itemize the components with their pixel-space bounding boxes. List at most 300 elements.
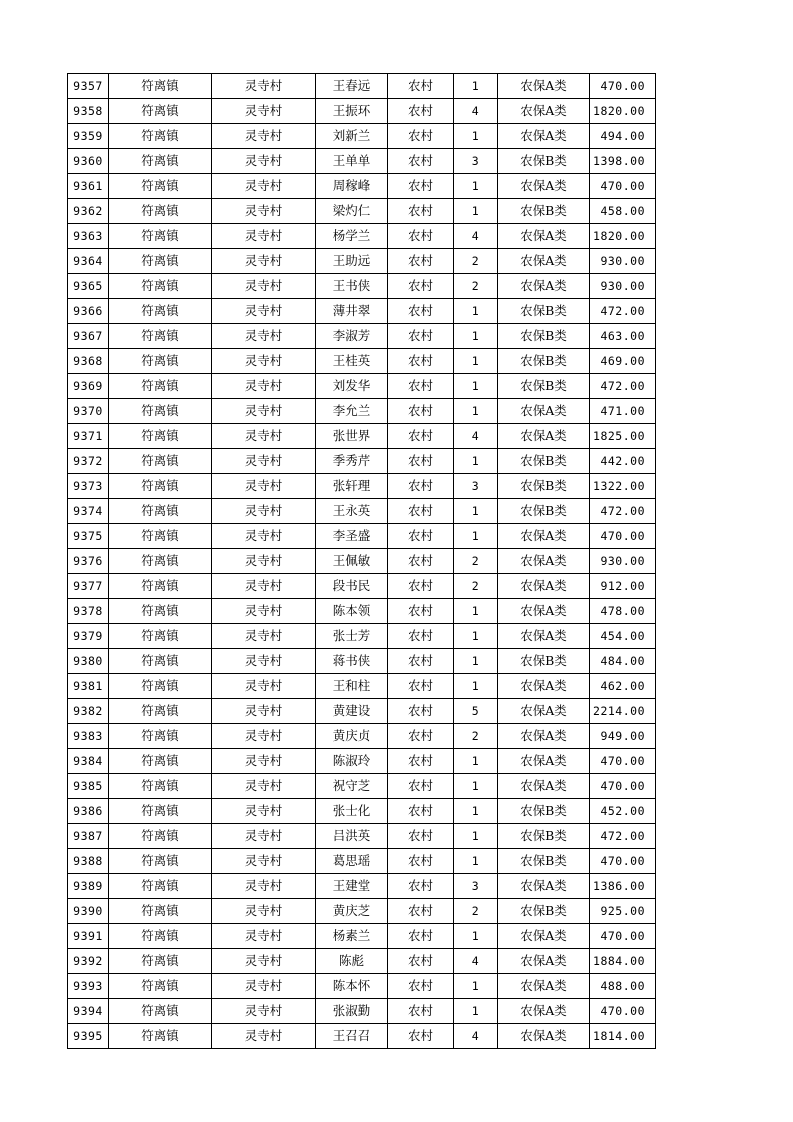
category-cell: 农保B类 bbox=[498, 824, 590, 849]
member-count-cell: 2 bbox=[454, 249, 498, 274]
name-cell: 李允兰 bbox=[316, 399, 388, 424]
town-cell: 符离镇 bbox=[109, 224, 212, 249]
household-type-cell: 农村 bbox=[388, 899, 454, 924]
table-row bbox=[68, 99, 656, 124]
category-cell: 农保B类 bbox=[498, 374, 590, 399]
table-row bbox=[68, 1024, 656, 1049]
village-cell: 灵寺村 bbox=[212, 774, 316, 799]
town-cell: 符离镇 bbox=[109, 624, 212, 649]
amount-cell: 470.00 bbox=[590, 174, 656, 199]
table-row bbox=[68, 674, 656, 699]
town-cell: 符离镇 bbox=[109, 1024, 212, 1049]
name-cell: 张轩理 bbox=[316, 474, 388, 499]
town-cell: 符离镇 bbox=[109, 274, 212, 299]
table-row bbox=[68, 424, 656, 449]
household-type-cell: 农村 bbox=[388, 599, 454, 624]
category-cell: 农保B类 bbox=[498, 849, 590, 874]
member-count-cell: 1 bbox=[454, 599, 498, 624]
village-cell: 灵寺村 bbox=[212, 549, 316, 574]
serial-number-cell: 9371 bbox=[68, 424, 109, 449]
town-cell: 符离镇 bbox=[109, 549, 212, 574]
serial-number-cell: 9363 bbox=[68, 224, 109, 249]
village-cell: 灵寺村 bbox=[212, 124, 316, 149]
amount-cell: 484.00 bbox=[590, 649, 656, 674]
village-cell: 灵寺村 bbox=[212, 899, 316, 924]
serial-number-cell: 9366 bbox=[68, 299, 109, 324]
table-row bbox=[68, 924, 656, 949]
member-count-cell: 1 bbox=[454, 924, 498, 949]
town-cell: 符离镇 bbox=[109, 199, 212, 224]
name-cell: 陈本领 bbox=[316, 599, 388, 624]
member-count-cell: 1 bbox=[454, 849, 498, 874]
town-cell: 符离镇 bbox=[109, 399, 212, 424]
serial-number-cell: 9376 bbox=[68, 549, 109, 574]
village-cell: 灵寺村 bbox=[212, 349, 316, 374]
amount-cell: 442.00 bbox=[590, 449, 656, 474]
town-cell: 符离镇 bbox=[109, 299, 212, 324]
name-cell: 周稼峰 bbox=[316, 174, 388, 199]
table-row bbox=[68, 374, 656, 399]
category-cell: 农保A类 bbox=[498, 699, 590, 724]
amount-cell: 470.00 bbox=[590, 849, 656, 874]
serial-number-cell: 9385 bbox=[68, 774, 109, 799]
amount-cell: 471.00 bbox=[590, 399, 656, 424]
amount-cell: 463.00 bbox=[590, 324, 656, 349]
amount-cell: 488.00 bbox=[590, 974, 656, 999]
name-cell: 蒋书侠 bbox=[316, 649, 388, 674]
member-count-cell: 3 bbox=[454, 474, 498, 499]
member-count-cell: 1 bbox=[454, 999, 498, 1024]
serial-number-cell: 9372 bbox=[68, 449, 109, 474]
village-cell: 灵寺村 bbox=[212, 649, 316, 674]
table-row bbox=[68, 624, 656, 649]
serial-number-cell: 9392 bbox=[68, 949, 109, 974]
table-row bbox=[68, 349, 656, 374]
table-row bbox=[68, 249, 656, 274]
member-count-cell: 2 bbox=[454, 724, 498, 749]
village-cell: 灵寺村 bbox=[212, 299, 316, 324]
member-count-cell: 2 bbox=[454, 574, 498, 599]
amount-cell: 1820.00 bbox=[590, 99, 656, 124]
household-type-cell: 农村 bbox=[388, 174, 454, 199]
household-type-cell: 农村 bbox=[388, 549, 454, 574]
member-count-cell: 1 bbox=[454, 624, 498, 649]
table-row bbox=[68, 524, 656, 549]
name-cell: 王和柱 bbox=[316, 674, 388, 699]
table-row bbox=[68, 849, 656, 874]
village-cell: 灵寺村 bbox=[212, 274, 316, 299]
table-row bbox=[68, 499, 656, 524]
town-cell: 符离镇 bbox=[109, 174, 212, 199]
amount-cell: 470.00 bbox=[590, 774, 656, 799]
village-cell: 灵寺村 bbox=[212, 399, 316, 424]
table-row bbox=[68, 699, 656, 724]
member-count-cell: 4 bbox=[454, 99, 498, 124]
member-count-cell: 2 bbox=[454, 549, 498, 574]
amount-cell: 1814.00 bbox=[590, 1024, 656, 1049]
household-type-cell: 农村 bbox=[388, 999, 454, 1024]
town-cell: 符离镇 bbox=[109, 474, 212, 499]
member-count-cell: 4 bbox=[454, 424, 498, 449]
town-cell: 符离镇 bbox=[109, 974, 212, 999]
household-type-cell: 农村 bbox=[388, 699, 454, 724]
serial-number-cell: 9377 bbox=[68, 574, 109, 599]
village-cell: 灵寺村 bbox=[212, 74, 316, 99]
serial-number-cell: 9357 bbox=[68, 74, 109, 99]
amount-cell: 454.00 bbox=[590, 624, 656, 649]
name-cell: 薄井翠 bbox=[316, 299, 388, 324]
category-cell: 农保A类 bbox=[498, 999, 590, 1024]
table-row bbox=[68, 724, 656, 749]
name-cell: 黄庆贞 bbox=[316, 724, 388, 749]
amount-cell: 494.00 bbox=[590, 124, 656, 149]
name-cell: 王永英 bbox=[316, 499, 388, 524]
serial-number-cell: 9387 bbox=[68, 824, 109, 849]
town-cell: 符离镇 bbox=[109, 999, 212, 1024]
table-row bbox=[68, 599, 656, 624]
name-cell: 吕洪英 bbox=[316, 824, 388, 849]
category-cell: 农保A类 bbox=[498, 599, 590, 624]
amount-cell: 458.00 bbox=[590, 199, 656, 224]
member-count-cell: 1 bbox=[454, 349, 498, 374]
village-cell: 灵寺村 bbox=[212, 149, 316, 174]
town-cell: 符离镇 bbox=[109, 449, 212, 474]
member-count-cell: 4 bbox=[454, 1024, 498, 1049]
name-cell: 刘发华 bbox=[316, 374, 388, 399]
name-cell: 王振环 bbox=[316, 99, 388, 124]
table-row bbox=[68, 324, 656, 349]
roster-table-body bbox=[68, 74, 656, 1049]
name-cell: 杨素兰 bbox=[316, 924, 388, 949]
serial-number-cell: 9360 bbox=[68, 149, 109, 174]
village-cell: 灵寺村 bbox=[212, 449, 316, 474]
name-cell: 祝守芝 bbox=[316, 774, 388, 799]
member-count-cell: 4 bbox=[454, 224, 498, 249]
member-count-cell: 1 bbox=[454, 649, 498, 674]
serial-number-cell: 9362 bbox=[68, 199, 109, 224]
serial-number-cell: 9380 bbox=[68, 649, 109, 674]
category-cell: 农保B类 bbox=[498, 149, 590, 174]
town-cell: 符离镇 bbox=[109, 99, 212, 124]
serial-number-cell: 9388 bbox=[68, 849, 109, 874]
town-cell: 符离镇 bbox=[109, 874, 212, 899]
category-cell: 农保A类 bbox=[498, 74, 590, 99]
name-cell: 王桂英 bbox=[316, 349, 388, 374]
serial-number-cell: 9383 bbox=[68, 724, 109, 749]
member-count-cell: 5 bbox=[454, 699, 498, 724]
category-cell: 农保A类 bbox=[498, 749, 590, 774]
member-count-cell: 1 bbox=[454, 124, 498, 149]
roster-table bbox=[67, 73, 656, 1049]
amount-cell: 1884.00 bbox=[590, 949, 656, 974]
category-cell: 农保A类 bbox=[498, 624, 590, 649]
town-cell: 符离镇 bbox=[109, 324, 212, 349]
category-cell: 农保B类 bbox=[498, 449, 590, 474]
member-count-cell: 1 bbox=[454, 774, 498, 799]
amount-cell: 472.00 bbox=[590, 299, 656, 324]
amount-cell: 470.00 bbox=[590, 924, 656, 949]
amount-cell: 470.00 bbox=[590, 74, 656, 99]
name-cell: 段书民 bbox=[316, 574, 388, 599]
member-count-cell: 1 bbox=[454, 824, 498, 849]
serial-number-cell: 9384 bbox=[68, 749, 109, 774]
village-cell: 灵寺村 bbox=[212, 499, 316, 524]
village-cell: 灵寺村 bbox=[212, 524, 316, 549]
serial-number-cell: 9395 bbox=[68, 1024, 109, 1049]
household-type-cell: 农村 bbox=[388, 624, 454, 649]
serial-number-cell: 9368 bbox=[68, 349, 109, 374]
town-cell: 符离镇 bbox=[109, 899, 212, 924]
village-cell: 灵寺村 bbox=[212, 674, 316, 699]
household-type-cell: 农村 bbox=[388, 349, 454, 374]
name-cell: 刘新兰 bbox=[316, 124, 388, 149]
village-cell: 灵寺村 bbox=[212, 974, 316, 999]
member-count-cell: 1 bbox=[454, 374, 498, 399]
table-row bbox=[68, 899, 656, 924]
member-count-cell: 1 bbox=[454, 299, 498, 324]
table-row bbox=[68, 224, 656, 249]
serial-number-cell: 9390 bbox=[68, 899, 109, 924]
household-type-cell: 农村 bbox=[388, 649, 454, 674]
member-count-cell: 1 bbox=[454, 499, 498, 524]
table-row bbox=[68, 799, 656, 824]
amount-cell: 470.00 bbox=[590, 999, 656, 1024]
town-cell: 符离镇 bbox=[109, 249, 212, 274]
name-cell: 张士化 bbox=[316, 799, 388, 824]
village-cell: 灵寺村 bbox=[212, 1024, 316, 1049]
serial-number-cell: 9370 bbox=[68, 399, 109, 424]
member-count-cell: 1 bbox=[454, 74, 498, 99]
serial-number-cell: 9378 bbox=[68, 599, 109, 624]
amount-cell: 930.00 bbox=[590, 249, 656, 274]
amount-cell: 470.00 bbox=[590, 524, 656, 549]
village-cell: 灵寺村 bbox=[212, 99, 316, 124]
village-cell: 灵寺村 bbox=[212, 749, 316, 774]
amount-cell: 478.00 bbox=[590, 599, 656, 624]
serial-number-cell: 9389 bbox=[68, 874, 109, 899]
category-cell: 农保A类 bbox=[498, 274, 590, 299]
category-cell: 农保A类 bbox=[498, 124, 590, 149]
name-cell: 张士芳 bbox=[316, 624, 388, 649]
village-cell: 灵寺村 bbox=[212, 624, 316, 649]
household-type-cell: 农村 bbox=[388, 274, 454, 299]
table-row bbox=[68, 949, 656, 974]
category-cell: 农保A类 bbox=[498, 524, 590, 549]
household-type-cell: 农村 bbox=[388, 499, 454, 524]
village-cell: 灵寺村 bbox=[212, 799, 316, 824]
town-cell: 符离镇 bbox=[109, 674, 212, 699]
amount-cell: 452.00 bbox=[590, 799, 656, 824]
category-cell: 农保B类 bbox=[498, 324, 590, 349]
member-count-cell: 1 bbox=[454, 174, 498, 199]
category-cell: 农保B类 bbox=[498, 649, 590, 674]
name-cell: 李淑芳 bbox=[316, 324, 388, 349]
town-cell: 符离镇 bbox=[109, 724, 212, 749]
table-row bbox=[68, 974, 656, 999]
household-type-cell: 农村 bbox=[388, 424, 454, 449]
serial-number-cell: 9386 bbox=[68, 799, 109, 824]
table-row bbox=[68, 399, 656, 424]
town-cell: 符离镇 bbox=[109, 824, 212, 849]
member-count-cell: 3 bbox=[454, 149, 498, 174]
member-count-cell: 1 bbox=[454, 449, 498, 474]
member-count-cell: 1 bbox=[454, 199, 498, 224]
village-cell: 灵寺村 bbox=[212, 324, 316, 349]
table-row bbox=[68, 749, 656, 774]
category-cell: 农保B类 bbox=[498, 299, 590, 324]
table-row bbox=[68, 474, 656, 499]
table-row bbox=[68, 774, 656, 799]
table-row bbox=[68, 274, 656, 299]
member-count-cell: 1 bbox=[454, 524, 498, 549]
village-cell: 灵寺村 bbox=[212, 849, 316, 874]
amount-cell: 930.00 bbox=[590, 274, 656, 299]
table-row bbox=[68, 74, 656, 99]
household-type-cell: 农村 bbox=[388, 799, 454, 824]
member-count-cell: 1 bbox=[454, 674, 498, 699]
name-cell: 陈淑玲 bbox=[316, 749, 388, 774]
name-cell: 陈本怀 bbox=[316, 974, 388, 999]
village-cell: 灵寺村 bbox=[212, 374, 316, 399]
name-cell: 张淑勤 bbox=[316, 999, 388, 1024]
household-type-cell: 农村 bbox=[388, 149, 454, 174]
category-cell: 农保A类 bbox=[498, 174, 590, 199]
household-type-cell: 农村 bbox=[388, 749, 454, 774]
village-cell: 灵寺村 bbox=[212, 824, 316, 849]
town-cell: 符离镇 bbox=[109, 799, 212, 824]
table-row bbox=[68, 449, 656, 474]
category-cell: 农保B类 bbox=[498, 199, 590, 224]
household-type-cell: 农村 bbox=[388, 1024, 454, 1049]
household-type-cell: 农村 bbox=[388, 224, 454, 249]
member-count-cell: 2 bbox=[454, 899, 498, 924]
category-cell: 农保B类 bbox=[498, 899, 590, 924]
category-cell: 农保A类 bbox=[498, 424, 590, 449]
name-cell: 王佩敏 bbox=[316, 549, 388, 574]
household-type-cell: 农村 bbox=[388, 74, 454, 99]
category-cell: 农保A类 bbox=[498, 549, 590, 574]
serial-number-cell: 9361 bbox=[68, 174, 109, 199]
category-cell: 农保A类 bbox=[498, 774, 590, 799]
serial-number-cell: 9359 bbox=[68, 124, 109, 149]
name-cell: 梁灼仁 bbox=[316, 199, 388, 224]
category-cell: 农保A类 bbox=[498, 949, 590, 974]
town-cell: 符离镇 bbox=[109, 649, 212, 674]
town-cell: 符离镇 bbox=[109, 424, 212, 449]
member-count-cell: 1 bbox=[454, 399, 498, 424]
serial-number-cell: 9373 bbox=[68, 474, 109, 499]
table-row bbox=[68, 174, 656, 199]
category-cell: 农保A类 bbox=[498, 924, 590, 949]
table-row bbox=[68, 149, 656, 174]
village-cell: 灵寺村 bbox=[212, 874, 316, 899]
household-type-cell: 农村 bbox=[388, 924, 454, 949]
amount-cell: 469.00 bbox=[590, 349, 656, 374]
category-cell: 农保A类 bbox=[498, 974, 590, 999]
table-row bbox=[68, 299, 656, 324]
category-cell: 农保A类 bbox=[498, 574, 590, 599]
town-cell: 符离镇 bbox=[109, 774, 212, 799]
amount-cell: 470.00 bbox=[590, 749, 656, 774]
serial-number-cell: 9394 bbox=[68, 999, 109, 1024]
table-row bbox=[68, 824, 656, 849]
name-cell: 王春远 bbox=[316, 74, 388, 99]
category-cell: 农保B类 bbox=[498, 349, 590, 374]
household-type-cell: 农村 bbox=[388, 824, 454, 849]
name-cell: 陈彪 bbox=[316, 949, 388, 974]
amount-cell: 1820.00 bbox=[590, 224, 656, 249]
member-count-cell: 4 bbox=[454, 949, 498, 974]
amount-cell: 1825.00 bbox=[590, 424, 656, 449]
name-cell: 王单单 bbox=[316, 149, 388, 174]
town-cell: 符离镇 bbox=[109, 749, 212, 774]
serial-number-cell: 9358 bbox=[68, 99, 109, 124]
category-cell: 农保A类 bbox=[498, 399, 590, 424]
table-row bbox=[68, 649, 656, 674]
table-row bbox=[68, 574, 656, 599]
household-type-cell: 农村 bbox=[388, 449, 454, 474]
category-cell: 农保B类 bbox=[498, 799, 590, 824]
town-cell: 符离镇 bbox=[109, 574, 212, 599]
town-cell: 符离镇 bbox=[109, 499, 212, 524]
category-cell: 农保B类 bbox=[498, 474, 590, 499]
name-cell: 杨学兰 bbox=[316, 224, 388, 249]
household-type-cell: 农村 bbox=[388, 524, 454, 549]
amount-cell: 472.00 bbox=[590, 824, 656, 849]
household-type-cell: 农村 bbox=[388, 474, 454, 499]
name-cell: 张世界 bbox=[316, 424, 388, 449]
amount-cell: 472.00 bbox=[590, 374, 656, 399]
town-cell: 符离镇 bbox=[109, 124, 212, 149]
amount-cell: 930.00 bbox=[590, 549, 656, 574]
village-cell: 灵寺村 bbox=[212, 999, 316, 1024]
member-count-cell: 1 bbox=[454, 799, 498, 824]
town-cell: 符离镇 bbox=[109, 699, 212, 724]
category-cell: 农保A类 bbox=[498, 224, 590, 249]
household-type-cell: 农村 bbox=[388, 849, 454, 874]
name-cell: 葛思瑶 bbox=[316, 849, 388, 874]
household-type-cell: 农村 bbox=[388, 199, 454, 224]
table-row bbox=[68, 549, 656, 574]
household-type-cell: 农村 bbox=[388, 574, 454, 599]
serial-number-cell: 9393 bbox=[68, 974, 109, 999]
category-cell: 农保A类 bbox=[498, 724, 590, 749]
village-cell: 灵寺村 bbox=[212, 174, 316, 199]
name-cell: 季秀芹 bbox=[316, 449, 388, 474]
serial-number-cell: 9369 bbox=[68, 374, 109, 399]
amount-cell: 1386.00 bbox=[590, 874, 656, 899]
village-cell: 灵寺村 bbox=[212, 724, 316, 749]
name-cell: 黄庆芝 bbox=[316, 899, 388, 924]
name-cell: 李圣盛 bbox=[316, 524, 388, 549]
amount-cell: 1398.00 bbox=[590, 149, 656, 174]
household-type-cell: 农村 bbox=[388, 724, 454, 749]
category-cell: 农保A类 bbox=[498, 1024, 590, 1049]
table-row bbox=[68, 199, 656, 224]
table-row bbox=[68, 124, 656, 149]
household-type-cell: 农村 bbox=[388, 374, 454, 399]
town-cell: 符离镇 bbox=[109, 524, 212, 549]
town-cell: 符离镇 bbox=[109, 599, 212, 624]
household-type-cell: 农村 bbox=[388, 774, 454, 799]
serial-number-cell: 9374 bbox=[68, 499, 109, 524]
village-cell: 灵寺村 bbox=[212, 599, 316, 624]
amount-cell: 925.00 bbox=[590, 899, 656, 924]
category-cell: 农保A类 bbox=[498, 874, 590, 899]
household-type-cell: 农村 bbox=[388, 974, 454, 999]
serial-number-cell: 9375 bbox=[68, 524, 109, 549]
table-row bbox=[68, 874, 656, 899]
